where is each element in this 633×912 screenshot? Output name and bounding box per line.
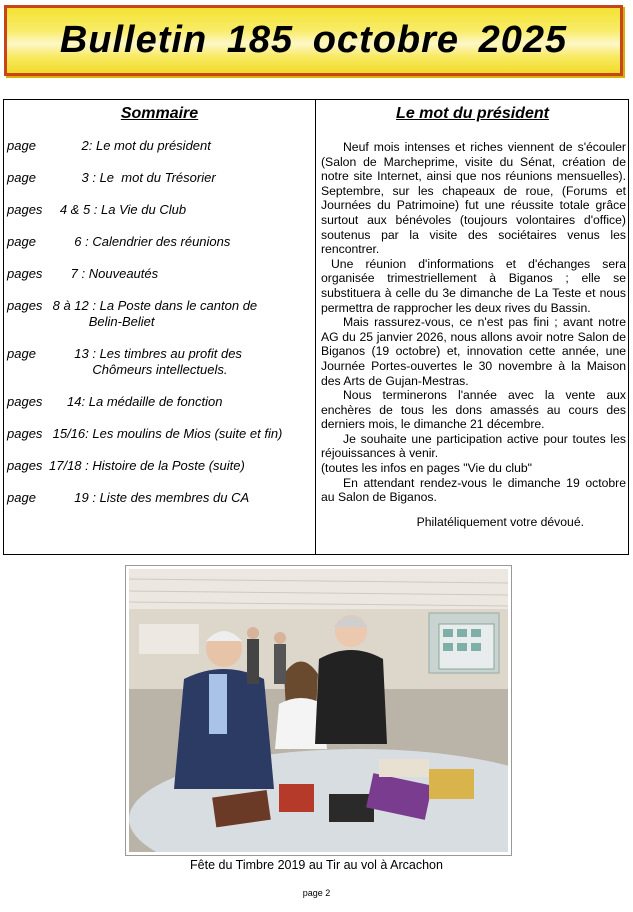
table-of-contents <box>7 138 312 522</box>
toc-entry-text: 4 & 5 : La Vie du Club <box>49 202 187 217</box>
page-number: page 2 <box>302 888 331 898</box>
president-paragraph: Mais rassurez-vous, ce n'est pas fini ; avant notre AG du 25 janvier 2026, nous allons avoir notre Salon de Biganos (19 octobre) et, innovation cette année, une Journée Portes-ouvertes le 30 novembre à la Maison des Arts de Gujan-Mestras. <box>321 315 626 388</box>
toc-entry-text: 2: Le mot du président <box>49 138 211 153</box>
president-paragraph: En attendant rendez-vous le dimanche 19 octobre au Salon de Biganos. <box>321 475 626 505</box>
president-paragraph: Je souhaite une participation active pour toutes les réjouissances à venir. <box>321 431 626 461</box>
toc-page-label: pages <box>7 394 43 409</box>
toc-page-label: page <box>7 490 36 505</box>
column-divider <box>315 100 316 554</box>
toc-entry <box>7 170 312 186</box>
toc-entry <box>7 266 312 282</box>
club-photo-illustration <box>129 569 508 852</box>
toc-entry <box>7 202 312 218</box>
club-photo <box>129 569 508 852</box>
president-heading: Le mot du président <box>396 105 549 122</box>
toc-page-label: page <box>7 138 36 153</box>
sommaire-heading: Sommaire <box>120 105 199 122</box>
toc-entry <box>7 234 312 250</box>
toc-entry-text: 17/18 : Histoire de la Poste (suite) <box>49 458 245 473</box>
bulletin-banner <box>4 5 623 76</box>
toc-page-label: pages <box>7 298 43 313</box>
toc-page-label: page <box>7 234 36 249</box>
toc-page-label: pages <box>7 458 43 473</box>
toc-entry <box>7 138 312 154</box>
president-paragraph: Nous terminerons l'année avec la vente aux enchères de tous les dons amassés au cours des derniers mois, le dimanche 21 décembre. <box>321 388 626 432</box>
toc-page-label: pages <box>7 426 43 441</box>
toc-page-label: page <box>7 170 36 185</box>
toc-page-label: pages <box>7 266 43 281</box>
toc-entry <box>7 490 312 506</box>
toc-entry-text: 8 à 12 : La Poste dans le canton de Belin-Beliet <box>52 298 258 329</box>
toc-entry <box>7 458 312 474</box>
club-photo-frame <box>125 565 512 856</box>
toc-entry-text: 3 : Le mot du Trésorier <box>49 170 216 185</box>
toc-entry <box>7 426 312 442</box>
toc-entry <box>7 346 312 378</box>
president-paragraph: Neuf mois intenses et riches viennent de s'écouler (Salon de Marcheprime, visite du Sénat, création de notre site Internet, ainsi que nos réunions mensuelles). Septembre, sur les chapeaux de roue, (Forums et Journées du Patrimoine) fut une réussite totale grâce surtout aux bénévoles (toujours volontaires d'office) soutenus par la visite des sociétaires venus les rencontrer. <box>321 140 626 257</box>
toc-entry-text: 13 : Les timbres au profit des Chômeurs intellectuels. <box>74 346 242 377</box>
toc-entry-text: 15/16: Les moulins de Mios (suite et fin) <box>49 426 283 441</box>
toc-entry-text: 7 : Nouveautés <box>49 266 159 281</box>
bulletin-title: Bulletin 185 octobre 2025 <box>59 19 568 61</box>
photo-caption: Fête du Timbre 2019 au Tir au vol à Arcachon <box>190 858 443 872</box>
content-box <box>3 99 629 555</box>
president-paragraph: Une réunion d'informations et d'échanges sera organisée trimestriellement à Biganos ; elle se substituera à celle du 3e dimanche de La Teste et nous permettra de rapprocher les deux rives du Bassin. <box>321 256 626 315</box>
president-message <box>321 140 626 529</box>
toc-entry <box>7 298 312 330</box>
toc-page-label: pages <box>7 202 43 217</box>
president-signature: Philatéliquement votre dévoué. <box>416 514 584 529</box>
toc-entry-text: 19 : Liste des membres du CA <box>49 490 250 505</box>
president-paragraph: (toutes les infos en pages "Vie du club" <box>321 461 533 476</box>
toc-entry <box>7 394 312 410</box>
toc-entry-text: 14: La médaille de fonction <box>49 394 223 409</box>
toc-entry-text: 6 : Calendrier des réunions <box>49 234 231 249</box>
toc-page-label: page <box>7 346 36 361</box>
